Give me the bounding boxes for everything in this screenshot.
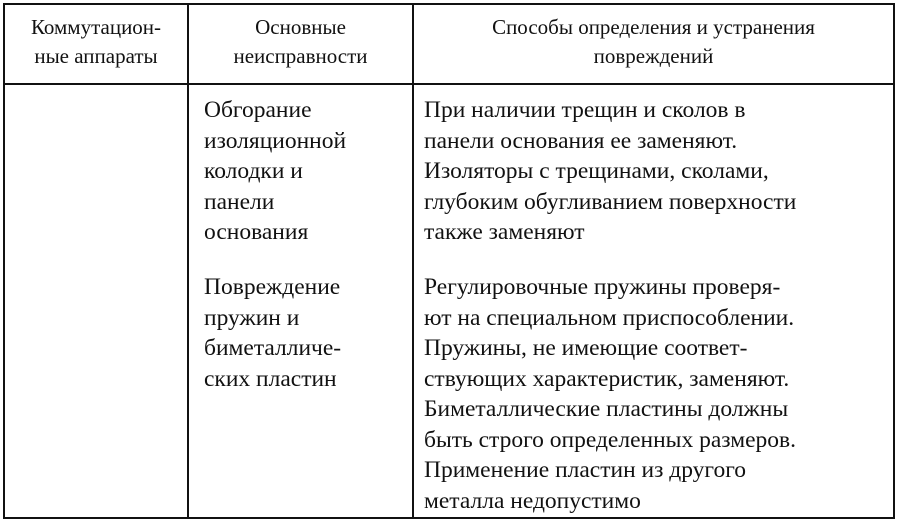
header-line: неисправности [233, 44, 368, 68]
header-detection-methods [414, 13, 893, 71]
header-main-faults [189, 13, 412, 71]
cell-line: колодки и [204, 158, 303, 184]
cell-line: основания [204, 219, 309, 245]
cell-line: биметалличе- [204, 335, 342, 361]
cell-line: Повреждение [204, 274, 341, 300]
cell-line: металла недопустимо [424, 487, 641, 514]
cell-line: ских пластин [204, 365, 337, 392]
cell-line: также заменяют [424, 219, 585, 245]
cell-line: глубоким обугливанием поверхности [424, 188, 797, 215]
header-divider [5, 83, 893, 85]
header-line: Основные [255, 15, 346, 39]
cell-line: изоляционной [204, 127, 347, 154]
cell-line: Обгорание [204, 97, 312, 123]
repair-table [3, 3, 895, 519]
column-divider [412, 5, 414, 517]
cell-line: Применение пластин из другого [424, 457, 747, 483]
cell-line: панели [204, 188, 275, 215]
row-1-fault-cell [204, 95, 346, 248]
row-2-fix-cell [424, 272, 796, 516]
cell-line: Регулировочные пружины проверя- [424, 274, 781, 300]
cell-line: Биметаллические пластины должны [424, 396, 789, 422]
row-2-fault-cell [204, 272, 341, 394]
header-line: ные аппараты [34, 44, 158, 68]
header-line: Коммутацион- [30, 15, 162, 39]
cell-line: При наличии трещин и сколов в [424, 97, 746, 123]
cell-line: ют на специальном приспособлении. [424, 304, 795, 331]
header-line: повреждений [593, 44, 714, 68]
cell-line: ствующих характеристик, заменяют. [424, 365, 790, 392]
column-divider [187, 5, 189, 517]
cell-line: Пружины, не имеющие соответ- [424, 335, 748, 361]
header-switching-devices [5, 13, 187, 71]
cell-line: быть строго определенных размеров. [424, 426, 796, 453]
cell-line: панели основания ее заменяют. [424, 127, 738, 154]
cell-line: пружин и [204, 304, 300, 331]
cell-line: Изоляторы с трещинами, сколами, [424, 158, 769, 184]
header-line: Способы определения и устранения [492, 15, 815, 39]
row-1-fix-cell [424, 95, 796, 248]
